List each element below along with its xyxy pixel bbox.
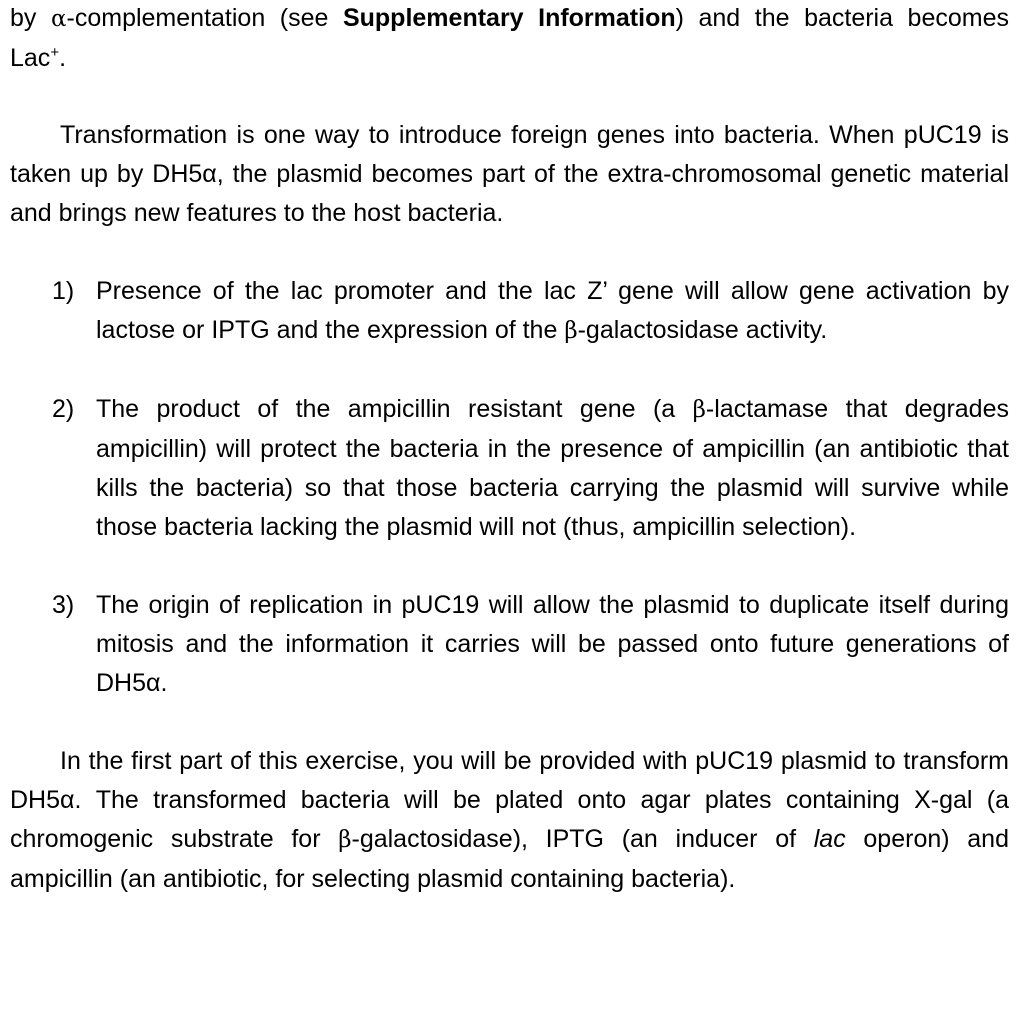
list-item-number: 3) — [52, 591, 75, 619]
list-item-number: 2) — [52, 395, 75, 423]
lac-plus-superscript: + — [50, 44, 60, 61]
exercise-text-c: operon) and ampicillin (an antibiotic, for selecting plasmid containing bacteria). — [10, 825, 1009, 893]
lac-italic: lac — [813, 825, 846, 853]
list-item-text-b: -galactosidase activity. — [577, 316, 828, 344]
list-item — [10, 272, 1009, 351]
alpha-symbol: α — [50, 6, 67, 32]
list-item-text-a: Presence of the lac promoter and the lac Z’ gene will allow gene activation by lactose or IPTG and the expression of the — [96, 277, 1009, 344]
intro-start: by — [10, 4, 51, 32]
list-item-text-a: The product of the ampicillin resistant gene (a — [96, 395, 693, 423]
list-item-number: 1) — [52, 277, 75, 305]
list-item — [10, 390, 1009, 547]
feature-list — [10, 272, 1009, 703]
exercise-paragraph — [10, 742, 1009, 899]
exercise-text-b: -galactosidase), IPTG (an inducer of — [351, 825, 814, 853]
beta-symbol: β — [692, 397, 706, 423]
supplementary-info-ref: Supplementary Information — [342, 4, 676, 32]
exercise-text-a: In the first part of this exercise, you will be provided with pUC19 plasmid to transform DH5α. The transformed bacteria will be plated onto agar plates containing X-gal (a chromogenic substrate for — [10, 747, 1009, 853]
intro-paragraph — [10, 0, 1009, 78]
transformation-paragraph: Transformation is one way to introduce foreign genes into bacteria. When pUC19 is taken up by DH5α, the plasmid becomes part of the extra-chromosomal genetic material and brings new features to the host bacteria. — [10, 121, 1009, 227]
intro-text-a: -complementation (see — [66, 4, 343, 32]
list-item-text: The origin of replication in pUC19 will allow the plasmid to duplicate itself during mitosis and the information it carries will be passed onto future generations of DH5α. — [96, 591, 1009, 697]
document-page — [10, 0, 1009, 899]
intro-text-b: ) and the bacteria becomes Lac — [10, 4, 1010, 72]
list-item-text-b: -lactamase that degrades ampicillin) will protect the bacteria in the presence of ampicillin (an antibiotic that kills the bacteria) so that those bacteria carrying the plasmid will survive while those bacteria lacking the plasmid will not (thus, ampicillin selection). — [96, 395, 1009, 541]
intro-end: . — [59, 44, 67, 72]
beta-symbol: β — [338, 827, 352, 853]
list-item — [10, 586, 1009, 703]
beta-symbol: β — [564, 318, 578, 344]
